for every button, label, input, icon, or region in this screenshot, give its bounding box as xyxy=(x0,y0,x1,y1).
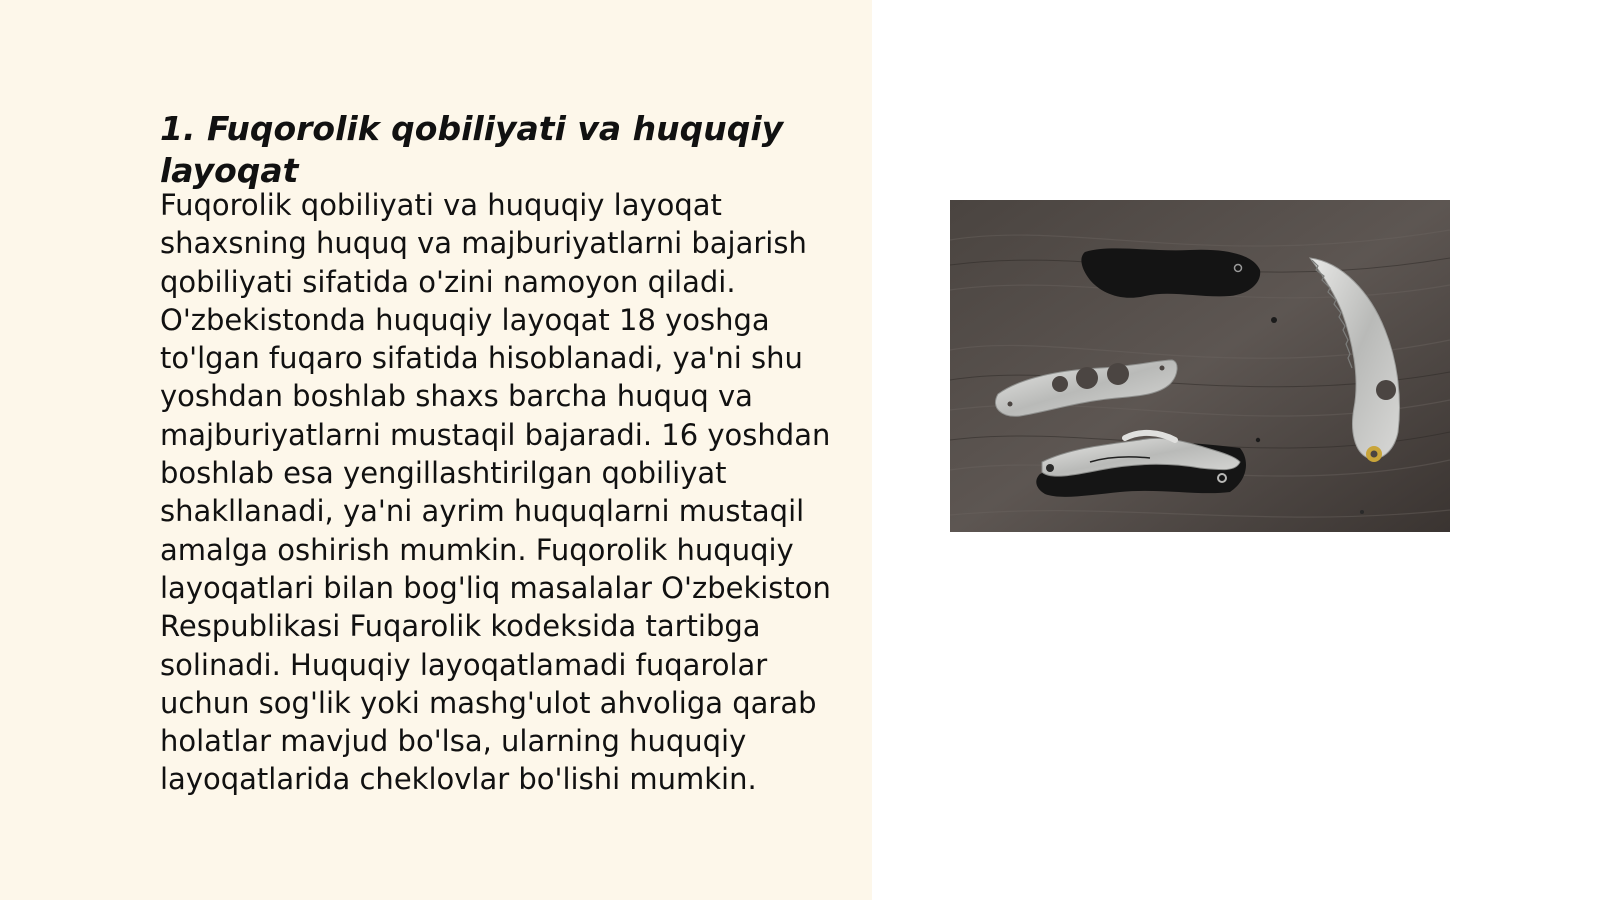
knife-parts-photo xyxy=(950,200,1450,532)
slide-body-text: Fuqorolik qobiliyati va huquqiy layoqat shaxsning huquq va majburiyatlarni bajarish qobiliyati sifatida o'zini namoyon qiladi. O'zbekistonda huquqiy layoqat 18 yoshga to'lgan fuqaro sifatida hisoblanadi, ya'ni shu yoshdan boshlab shaxs barcha huquq va majburiyatlarni mustaqil bajaradi. 16 yoshdan boshlab esa yengillashtirilgan qobiliyat shakllanadi, ya'ni ayrim huquqlarni mustaqil amalga oshirish mumkin. Fuqorolik huquqiy layoqatlari bilan bog'liq masalalar O'zbekiston Respublikasi Fuqarolik kodeksida tartibga solinadi. Huquqiy layoqatlamadi fuqarolar uchun sog'lik yoki mashg'ulot ahvoliga qarab holatlar mavjud bo'lsa, ularning huquqiy layoqatlarida cheklovlar bo'lishi mumkin. xyxy=(160,188,831,797)
black-handle-top xyxy=(1081,248,1260,297)
slide-title: 1. Fuqorolik qobiliyati va huquqiy layoqat xyxy=(160,109,784,190)
